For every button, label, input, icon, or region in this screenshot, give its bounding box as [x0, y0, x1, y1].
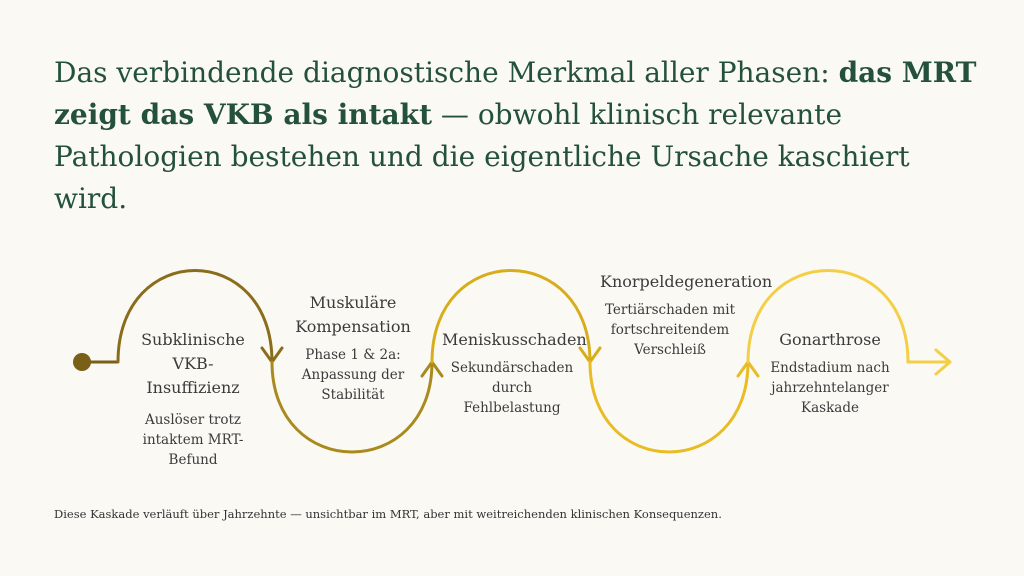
connector-4 — [590, 362, 748, 452]
stage-title: Subklinische VKB-Insuffizienz — [141, 330, 245, 397]
stage-subclinical-insufficiency — [126, 328, 260, 470]
stage-description: Endstadium nach jahrzehntelanger Kaskade — [770, 360, 890, 416]
stage-title: Knorpeldegeneration — [600, 272, 773, 291]
stage-cartilage-degeneration — [600, 270, 773, 360]
stage-description: Phase 1 & 2a: Anpassung der Stabilität — [301, 347, 405, 403]
stage-title: Meniskusschaden — [442, 330, 587, 349]
stage-muscular-compensation — [286, 291, 420, 405]
stage-description: Tertiärschaden mit fortschreitendem Verschleiß — [604, 302, 736, 358]
stage-description: Sekundärschaden durch Fehlbelastung — [450, 360, 574, 416]
stage-description: Auslöser trotz intaktem MRT-Befund — [142, 412, 244, 468]
headline-suffix: — obwohl klinisch relevante Pathologien bestehen und die eigentliche Ursache kaschiert wird. — [54, 98, 910, 215]
stage-meniscus-damage — [442, 328, 587, 418]
stage-gonarthrosis — [760, 328, 900, 418]
headline-emphasis: das MRT zeigt das VKB als intakt — [54, 56, 977, 131]
stage-title: Muskuläre Kompensation — [295, 293, 411, 336]
footnote: Diese Kaskade verläuft über Jahrzehnte — unsichtbar im MRT, aber mit weitreichenden klinischen Konsequenzen. — [54, 507, 722, 521]
stage-title: Gonarthrose — [779, 330, 881, 349]
headline-prefix: Das verbindende diagnostische Merkmal aller Phasen: — [54, 56, 839, 89]
